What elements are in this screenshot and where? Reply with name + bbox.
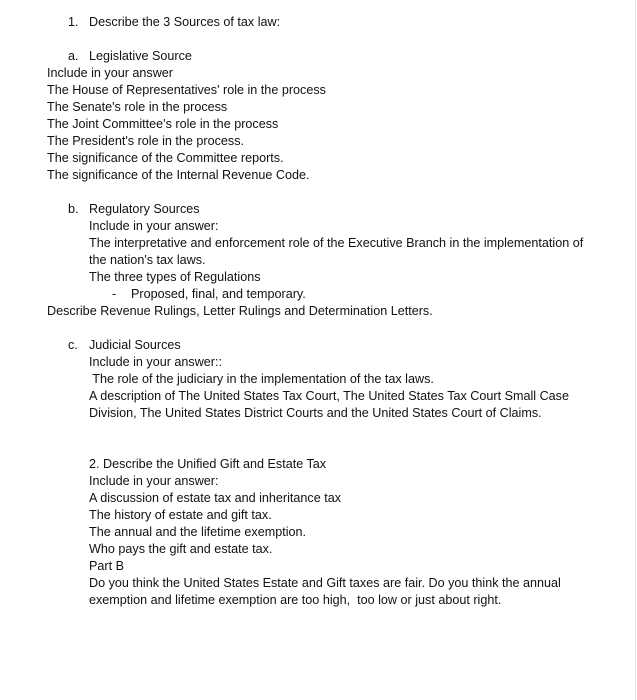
q1b-bullet-mark: - [112,287,117,301]
q1b-title: Regulatory Sources [89,202,200,216]
q2-line: Do you think the United States Estate and Gift taxes are fair. Do you think the annual [89,576,561,590]
q1c-line: Include in your answer:: [89,355,223,369]
q1b-after: Describe Revenue Rulings, Letter Rulings and Determination Letters. [47,304,433,318]
q1b-letter: b. [68,202,79,216]
q1c-title: Judicial Sources [89,338,181,352]
q2-part-b: Part B [89,559,124,573]
q2-line: The history of estate and gift tax. [89,508,272,522]
q2-line: exemption and lifetime exemption are too high, too low or just about right. [89,593,502,607]
page-edge-divider [635,0,636,700]
q1a-line: Include in your answer [47,66,174,80]
q1a-title: Legislative Source [89,49,192,63]
q1a-line: The House of Representatives' role in the process [47,83,326,97]
q1b-line: The three types of Regulations [89,270,261,284]
q1c-line: The role of the judiciary in the implementation of the tax laws. [89,372,434,386]
q1-number: 1. [68,15,79,29]
q2-line: The annual and the lifetime exemption. [89,525,307,539]
q1c-line: Division, The United States District Courts and the United States Court of Claims. [89,406,542,420]
q1-title: Describe the 3 Sources of tax law: [89,15,281,29]
q1b-bullet-text: Proposed, final, and temporary. [131,287,306,301]
q1a-line: The Senate's role in the process [47,100,228,114]
q2-line: Who pays the gift and estate tax. [89,542,273,556]
q1c-letter: c. [68,338,78,352]
q1a-letter: a. [68,49,79,63]
q2-line: Include in your answer: [89,474,219,488]
q1a-line: The Joint Committee's role in the process [47,117,279,131]
q1a-line: The President's role in the process. [47,134,245,148]
q1c-line: A description of The United States Tax Court, The United States Tax Court Small Case [89,389,569,403]
q1b-line: The interpretative and enforcement role of the Executive Branch in the implementation of [89,236,584,250]
q1b-line: the nation's tax laws. [89,253,206,267]
q2-line: A discussion of estate tax and inheritance tax [89,491,342,505]
q1a-line: The significance of the Internal Revenue Code. [47,168,310,182]
q2-title: 2. Describe the Unified Gift and Estate Tax [89,457,327,471]
q1b-line: Include in your answer: [89,219,219,233]
q1a-line: The significance of the Committee reports. [47,151,284,165]
